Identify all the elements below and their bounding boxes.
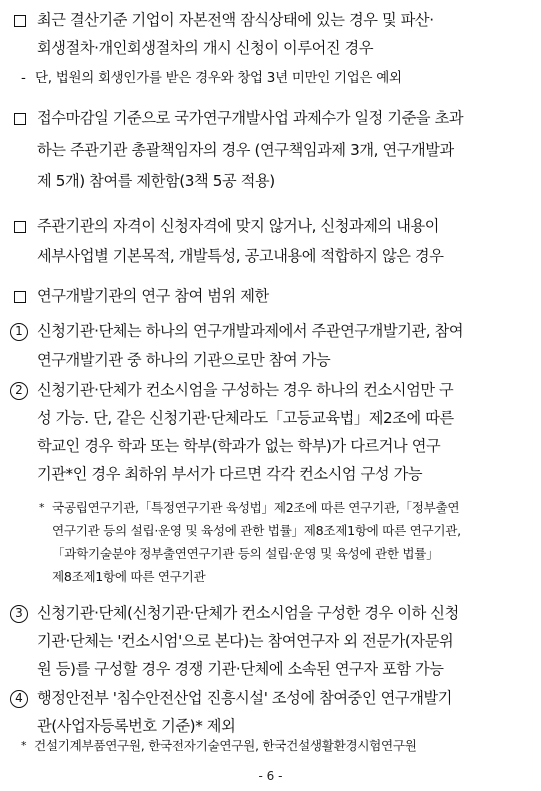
section-line: 하는 주관기관 총괄책임자의 경우 (연구책임과제 3개, 연구개발과	[37, 141, 454, 159]
checkbox-square-icon	[14, 113, 26, 125]
item-line: 성 가능. 단, 같은 신청기관·단체라도「고등교육법」제2조에 따른	[37, 409, 454, 427]
item-line: 기관·단체는 '컨소시엄'으로 본다)는 참여연구자 외 전문가(자문위	[37, 632, 454, 650]
footnote-line: 「과학기술분야 정부출연연구기관 등의 설립·운영 및 육성에 관한 법률」	[52, 546, 439, 561]
footnote-marker: *	[21, 739, 27, 752]
circled-number-icon: 2	[10, 382, 28, 400]
footnote-line: 건설기계부품연구원, 한국전자기술연구원, 한국건설생활환경시험연구원	[34, 738, 417, 753]
item-line: 관(사업자등록번호 기준)* 제외	[37, 717, 236, 735]
section-line: 세부사업별 기본목적, 개발특성, 공고내용에 적합하지 않은 경우	[37, 247, 444, 265]
section-line: 주관기관의 자격이 신청자격에 맞지 않거나, 신청과제의 내용이	[37, 217, 440, 235]
section-line: 최근 결산기준 기업이 자본전액 잠식상태에 있는 경우 및 파산·	[37, 11, 434, 29]
item-line: 원 등)를 구성할 경우 경쟁 기관·단체에 소속된 연구자 포함 가능	[37, 660, 444, 678]
dash-marker: -	[21, 70, 26, 86]
item-line: 학교인 경우 학과 또는 학부(학과가 없는 학부)가 다르거나 연구	[37, 437, 441, 455]
item-line: 신청기관·단체는 하나의 연구개발과제에서 주관연구개발기관, 참여	[37, 322, 464, 340]
item-line: 연구개발기관 중 하나의 기관으로만 참여 가능	[37, 351, 331, 369]
exception-note: 단, 법원의 회생인가를 받은 경우와 창업 3년 미만인 기업은 예외	[35, 70, 402, 86]
section-line: 제 5개) 참여를 제한함(3책 5공 적용)	[37, 172, 275, 190]
checkbox-square-icon	[14, 291, 26, 303]
footnote-line: 제8조제1항에 따른 연구기관	[52, 569, 206, 584]
circled-number-icon: 3	[10, 605, 28, 623]
item-line: 신청기관·단체가 컨소시엄을 구성하는 경우 하나의 컨소시엄만 구	[37, 381, 454, 399]
section-line: 회생절차·개인회생절차의 개시 신청이 이루어진 경우	[37, 39, 374, 57]
footnote-line: 국공립연구기관,「특정연구기관 육성법」제2조에 따른 연구기관,「정부출연	[52, 500, 460, 515]
item-line: 행정안전부 '침수안전산업 진흥시설' 조성에 참여중인 연구개발기	[37, 689, 453, 707]
footnote-line: 연구기관 등의 설립·운영 및 육성에 관한 법률」제8조제1항에 따른 연구기관,	[52, 523, 461, 538]
item-line: 신청기관·단체(신청기관·단체가 컨소시엄을 구성한 경우 이하 신청	[37, 604, 459, 622]
circled-number-icon: 4	[10, 690, 28, 708]
section-title: 연구개발기관의 연구 참여 범위 제한	[37, 287, 269, 305]
checkbox-square-icon	[14, 15, 26, 27]
circled-number-icon: 1	[10, 323, 28, 341]
section-line: 접수마감일 기준으로 국가연구개발사업 과제수가 일정 기준을 초과	[37, 109, 464, 127]
item-line: 기관*인 경우 최하위 부서가 다르면 각각 컨소시엄 구성 가능	[37, 465, 423, 483]
page-number: - 6 -	[258, 769, 283, 783]
footnote-marker: *	[39, 501, 45, 514]
checkbox-square-icon	[14, 221, 26, 233]
